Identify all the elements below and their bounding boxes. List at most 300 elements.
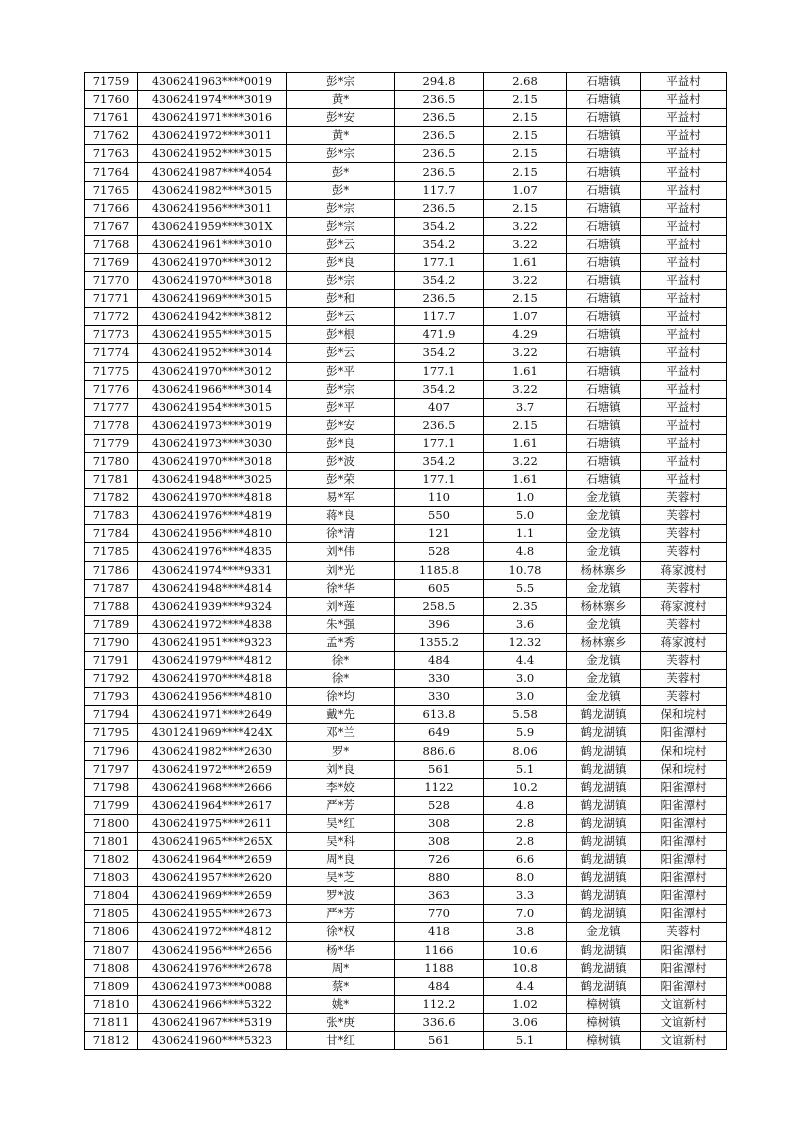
table-row — [85, 253, 727, 271]
table-row — [85, 91, 727, 109]
serial-number-cell: 71804 — [85, 887, 138, 905]
name-cell: 吴*芝 — [287, 869, 395, 887]
area-cell: 2.68 — [484, 73, 567, 91]
area-cell: 10.2 — [484, 778, 567, 796]
name-cell: 彭*云 — [287, 308, 395, 326]
area-cell: 2.35 — [484, 597, 567, 615]
name-cell: 彭*宗 — [287, 380, 395, 398]
village-cell: 芙蓉村 — [641, 688, 727, 706]
town-cell: 石塘镇 — [567, 326, 641, 344]
id-number-cell: 4306241979****4812 — [138, 652, 287, 670]
id-number-cell: 4306241972****4838 — [138, 615, 287, 633]
table-row — [85, 217, 727, 235]
name-cell: 蒋*良 — [287, 507, 395, 525]
amount-cell: 354.2 — [395, 217, 484, 235]
serial-number-cell: 71784 — [85, 525, 138, 543]
name-cell: 徐* — [287, 652, 395, 670]
amount-cell: 880 — [395, 869, 484, 887]
id-number-cell: 4306241948****4814 — [138, 579, 287, 597]
amount-cell: 770 — [395, 905, 484, 923]
amount-cell: 117.7 — [395, 308, 484, 326]
amount-cell: 550 — [395, 507, 484, 525]
table-row — [85, 724, 727, 742]
serial-number-cell: 71791 — [85, 652, 138, 670]
table-row — [85, 525, 727, 543]
serial-number-cell: 71801 — [85, 832, 138, 850]
town-cell: 鹤龙湖镇 — [567, 887, 641, 905]
town-cell: 石塘镇 — [567, 471, 641, 489]
town-cell: 鹤龙湖镇 — [567, 742, 641, 760]
table-row — [85, 308, 727, 326]
table-row — [85, 109, 727, 127]
town-cell: 金龙镇 — [567, 923, 641, 941]
table-row — [85, 814, 727, 832]
table-row — [85, 1013, 727, 1031]
id-number-cell: 4306241969****3015 — [138, 290, 287, 308]
name-cell: 彭*宗 — [287, 145, 395, 163]
village-cell: 芙蓉村 — [641, 615, 727, 633]
village-cell: 平益村 — [641, 452, 727, 470]
serial-number-cell: 71788 — [85, 597, 138, 615]
town-cell: 石塘镇 — [567, 398, 641, 416]
town-cell: 鹤龙湖镇 — [567, 724, 641, 742]
serial-number-cell: 71787 — [85, 579, 138, 597]
name-cell: 彭*和 — [287, 290, 395, 308]
amount-cell: 1188 — [395, 959, 484, 977]
table-row — [85, 905, 727, 923]
serial-number-cell: 71771 — [85, 290, 138, 308]
town-cell: 樟树镇 — [567, 1031, 641, 1049]
serial-number-cell: 71779 — [85, 434, 138, 452]
amount-cell: 236.5 — [395, 163, 484, 181]
amount-cell: 354.2 — [395, 344, 484, 362]
area-cell: 3.22 — [484, 235, 567, 253]
id-number-cell: 4306241956****4810 — [138, 525, 287, 543]
name-cell: 彭*根 — [287, 326, 395, 344]
name-cell: 戴*先 — [287, 706, 395, 724]
village-cell: 阳雀潭村 — [641, 977, 727, 995]
name-cell: 严*芳 — [287, 905, 395, 923]
table-row — [85, 290, 727, 308]
id-number-cell: 4306241971****3016 — [138, 109, 287, 127]
serial-number-cell: 71780 — [85, 452, 138, 470]
name-cell: 易*军 — [287, 489, 395, 507]
village-cell: 平益村 — [641, 434, 727, 452]
area-cell: 2.15 — [484, 416, 567, 434]
table-row — [85, 579, 727, 597]
village-cell: 芙蓉村 — [641, 670, 727, 688]
area-cell: 8.0 — [484, 869, 567, 887]
village-cell: 阳雀潭村 — [641, 778, 727, 796]
serial-number-cell: 71789 — [85, 615, 138, 633]
village-cell: 平益村 — [641, 181, 727, 199]
village-cell: 阳雀潭村 — [641, 724, 727, 742]
amount-cell: 236.5 — [395, 91, 484, 109]
table-row — [85, 615, 727, 633]
table-row — [85, 851, 727, 869]
serial-number-cell: 71783 — [85, 507, 138, 525]
village-cell: 文谊新村 — [641, 1013, 727, 1031]
name-cell: 彭* — [287, 181, 395, 199]
id-number-cell: 4306241961****3010 — [138, 235, 287, 253]
table-row — [85, 778, 727, 796]
amount-cell: 363 — [395, 887, 484, 905]
name-cell: 李*姣 — [287, 778, 395, 796]
serial-number-cell: 71794 — [85, 706, 138, 724]
id-number-cell: 4306241975****2611 — [138, 814, 287, 832]
town-cell: 石塘镇 — [567, 235, 641, 253]
village-cell: 平益村 — [641, 163, 727, 181]
table-row — [85, 489, 727, 507]
serial-number-cell: 71806 — [85, 923, 138, 941]
village-cell: 平益村 — [641, 217, 727, 235]
village-cell: 平益村 — [641, 326, 727, 344]
name-cell: 罗* — [287, 742, 395, 760]
area-cell: 5.1 — [484, 760, 567, 778]
id-number-cell: 4306241966****3014 — [138, 380, 287, 398]
amount-cell: 605 — [395, 579, 484, 597]
amount-cell: 561 — [395, 760, 484, 778]
id-number-cell: 4306241970****3018 — [138, 452, 287, 470]
table-row — [85, 670, 727, 688]
table-row — [85, 652, 727, 670]
id-number-cell: 4306241974****9331 — [138, 561, 287, 579]
village-cell: 平益村 — [641, 272, 727, 290]
id-number-cell: 4306241951****9323 — [138, 633, 287, 651]
id-number-cell: 4306241967****5319 — [138, 1013, 287, 1031]
area-cell: 4.29 — [484, 326, 567, 344]
name-cell: 彭*云 — [287, 235, 395, 253]
area-cell: 1.61 — [484, 434, 567, 452]
id-number-cell: 4306241960****5323 — [138, 1031, 287, 1049]
serial-number-cell: 71781 — [85, 471, 138, 489]
amount-cell: 294.8 — [395, 73, 484, 91]
village-cell: 平益村 — [641, 471, 727, 489]
area-cell: 4.8 — [484, 796, 567, 814]
amount-cell: 726 — [395, 851, 484, 869]
village-cell: 平益村 — [641, 145, 727, 163]
name-cell: 刘*莲 — [287, 597, 395, 615]
town-cell: 鹤龙湖镇 — [567, 959, 641, 977]
id-number-cell: 4306241974****3019 — [138, 91, 287, 109]
village-cell: 蒋家渡村 — [641, 633, 727, 651]
id-number-cell: 4306241957****2620 — [138, 869, 287, 887]
serial-number-cell: 71810 — [85, 995, 138, 1013]
town-cell: 杨林寨乡 — [567, 633, 641, 651]
serial-number-cell: 71809 — [85, 977, 138, 995]
name-cell: 彭* — [287, 163, 395, 181]
town-cell: 石塘镇 — [567, 362, 641, 380]
name-cell: 严*芳 — [287, 796, 395, 814]
serial-number-cell: 71773 — [85, 326, 138, 344]
area-cell: 3.7 — [484, 398, 567, 416]
name-cell: 吴*红 — [287, 814, 395, 832]
table-row — [85, 163, 727, 181]
serial-number-cell: 71799 — [85, 796, 138, 814]
town-cell: 鹤龙湖镇 — [567, 706, 641, 724]
village-cell: 平益村 — [641, 235, 727, 253]
serial-number-cell: 71775 — [85, 362, 138, 380]
town-cell: 鹤龙湖镇 — [567, 869, 641, 887]
name-cell: 姚* — [287, 995, 395, 1013]
area-cell: 2.15 — [484, 145, 567, 163]
area-cell: 4.4 — [484, 977, 567, 995]
area-cell: 2.8 — [484, 814, 567, 832]
serial-number-cell: 71769 — [85, 253, 138, 271]
id-number-cell: 4306241971****2649 — [138, 706, 287, 724]
amount-cell: 117.7 — [395, 181, 484, 199]
town-cell: 樟树镇 — [567, 1013, 641, 1031]
town-cell: 金龙镇 — [567, 489, 641, 507]
town-cell: 石塘镇 — [567, 344, 641, 362]
amount-cell: 258.5 — [395, 597, 484, 615]
id-number-cell: 4306241972****2659 — [138, 760, 287, 778]
id-number-cell: 4306241969****2659 — [138, 887, 287, 905]
area-cell: 3.8 — [484, 923, 567, 941]
serial-number-cell: 71792 — [85, 670, 138, 688]
table-row — [85, 977, 727, 995]
area-cell: 2.15 — [484, 199, 567, 217]
town-cell: 鹤龙湖镇 — [567, 832, 641, 850]
id-number-cell: 4306241955****3015 — [138, 326, 287, 344]
id-number-cell: 4306241963****0019 — [138, 73, 287, 91]
amount-cell: 484 — [395, 977, 484, 995]
id-number-cell: 4306241970****3018 — [138, 272, 287, 290]
town-cell: 樟树镇 — [567, 995, 641, 1013]
name-cell: 徐*华 — [287, 579, 395, 597]
area-cell: 1.1 — [484, 525, 567, 543]
town-cell: 石塘镇 — [567, 91, 641, 109]
serial-number-cell: 71805 — [85, 905, 138, 923]
amount-cell: 236.5 — [395, 199, 484, 217]
village-cell: 阳雀潭村 — [641, 832, 727, 850]
table-row — [85, 73, 727, 91]
area-cell: 4.8 — [484, 543, 567, 561]
town-cell: 石塘镇 — [567, 145, 641, 163]
town-cell: 石塘镇 — [567, 308, 641, 326]
serial-number-cell: 71778 — [85, 416, 138, 434]
id-number-cell: 4306241959****301X — [138, 217, 287, 235]
village-cell: 阳雀潭村 — [641, 869, 727, 887]
village-cell: 平益村 — [641, 91, 727, 109]
area-cell: 3.22 — [484, 344, 567, 362]
village-cell: 平益村 — [641, 362, 727, 380]
table-row — [85, 869, 727, 887]
town-cell: 石塘镇 — [567, 380, 641, 398]
serial-number-cell: 71803 — [85, 869, 138, 887]
name-cell: 彭*安 — [287, 416, 395, 434]
id-number-cell: 4306241982****3015 — [138, 181, 287, 199]
name-cell: 邓*兰 — [287, 724, 395, 742]
name-cell: 彭*良 — [287, 434, 395, 452]
id-number-cell: 4306241952****3015 — [138, 145, 287, 163]
table-row — [85, 145, 727, 163]
area-cell: 12.32 — [484, 633, 567, 651]
amount-cell: 396 — [395, 615, 484, 633]
serial-number-cell: 71802 — [85, 851, 138, 869]
village-cell: 阳雀潭村 — [641, 796, 727, 814]
village-cell: 平益村 — [641, 290, 727, 308]
town-cell: 石塘镇 — [567, 290, 641, 308]
serial-number-cell: 71762 — [85, 127, 138, 145]
town-cell: 石塘镇 — [567, 253, 641, 271]
id-number-cell: 4306241954****3015 — [138, 398, 287, 416]
town-cell: 金龙镇 — [567, 543, 641, 561]
serial-number-cell: 71774 — [85, 344, 138, 362]
table-row — [85, 706, 727, 724]
amount-cell: 177.1 — [395, 253, 484, 271]
town-cell: 金龙镇 — [567, 670, 641, 688]
table-row — [85, 832, 727, 850]
village-cell: 文谊新村 — [641, 1031, 727, 1049]
town-cell: 鹤龙湖镇 — [567, 941, 641, 959]
id-number-cell: 4306241939****9324 — [138, 597, 287, 615]
village-cell: 阳雀潭村 — [641, 941, 727, 959]
village-cell: 文谊新村 — [641, 995, 727, 1013]
id-number-cell: 4306241956****4810 — [138, 688, 287, 706]
id-number-cell: 4306241976****4819 — [138, 507, 287, 525]
id-number-cell: 4306241964****2659 — [138, 851, 287, 869]
id-number-cell: 4306241956****3011 — [138, 199, 287, 217]
area-cell: 3.0 — [484, 688, 567, 706]
town-cell: 石塘镇 — [567, 452, 641, 470]
serial-number-cell: 71760 — [85, 91, 138, 109]
village-cell: 芙蓉村 — [641, 652, 727, 670]
area-cell: 1.61 — [484, 362, 567, 380]
village-cell: 阳雀潭村 — [641, 851, 727, 869]
area-cell: 1.61 — [484, 253, 567, 271]
name-cell: 彭*荣 — [287, 471, 395, 489]
serial-number-cell: 71785 — [85, 543, 138, 561]
table-row — [85, 688, 727, 706]
area-cell: 2.15 — [484, 290, 567, 308]
name-cell: 刘*良 — [287, 760, 395, 778]
name-cell: 彭*宗 — [287, 199, 395, 217]
id-number-cell: 4306241972****3011 — [138, 127, 287, 145]
area-cell: 5.9 — [484, 724, 567, 742]
serial-number-cell: 71808 — [85, 959, 138, 977]
id-number-cell: 4306241942****3812 — [138, 308, 287, 326]
table-row — [85, 941, 727, 959]
name-cell: 张*庚 — [287, 1013, 395, 1031]
amount-cell: 354.2 — [395, 235, 484, 253]
table-row — [85, 742, 727, 760]
name-cell: 刘*光 — [287, 561, 395, 579]
amount-cell: 177.1 — [395, 434, 484, 452]
table-row — [85, 235, 727, 253]
area-cell: 5.5 — [484, 579, 567, 597]
area-cell: 10.6 — [484, 941, 567, 959]
village-cell: 阳雀潭村 — [641, 905, 727, 923]
name-cell: 孟*秀 — [287, 633, 395, 651]
name-cell: 黄* — [287, 127, 395, 145]
serial-number-cell: 71764 — [85, 163, 138, 181]
id-number-cell: 4306241956****2656 — [138, 941, 287, 959]
amount-cell: 330 — [395, 688, 484, 706]
serial-number-cell: 71782 — [85, 489, 138, 507]
village-cell: 平益村 — [641, 344, 727, 362]
serial-number-cell: 71790 — [85, 633, 138, 651]
area-cell: 5.1 — [484, 1031, 567, 1049]
area-cell: 2.15 — [484, 91, 567, 109]
area-cell: 1.07 — [484, 181, 567, 199]
id-number-cell: 4306241964****2617 — [138, 796, 287, 814]
area-cell: 3.3 — [484, 887, 567, 905]
id-number-cell: 4306241965****265X — [138, 832, 287, 850]
data-table — [84, 72, 727, 1050]
id-number-cell: 4306241948****3025 — [138, 471, 287, 489]
name-cell: 彭*平 — [287, 362, 395, 380]
amount-cell: 110 — [395, 489, 484, 507]
town-cell: 金龙镇 — [567, 652, 641, 670]
area-cell: 3.22 — [484, 272, 567, 290]
village-cell: 芙蓉村 — [641, 923, 727, 941]
name-cell: 黄* — [287, 91, 395, 109]
town-cell: 石塘镇 — [567, 199, 641, 217]
amount-cell: 528 — [395, 543, 484, 561]
village-cell: 平益村 — [641, 109, 727, 127]
area-cell: 2.15 — [484, 127, 567, 145]
area-cell: 2.8 — [484, 832, 567, 850]
town-cell: 石塘镇 — [567, 181, 641, 199]
table-row — [85, 507, 727, 525]
area-cell: 3.0 — [484, 670, 567, 688]
table-row — [85, 543, 727, 561]
area-cell: 7.0 — [484, 905, 567, 923]
id-number-cell: 4306241973****3030 — [138, 434, 287, 452]
amount-cell: 236.5 — [395, 109, 484, 127]
serial-number-cell: 71811 — [85, 1013, 138, 1031]
town-cell: 鹤龙湖镇 — [567, 851, 641, 869]
table-row — [85, 471, 727, 489]
village-cell: 保和垸村 — [641, 706, 727, 724]
village-cell: 平益村 — [641, 199, 727, 217]
table-row — [85, 995, 727, 1013]
amount-cell: 121 — [395, 525, 484, 543]
serial-number-cell: 71772 — [85, 308, 138, 326]
area-cell: 10.78 — [484, 561, 567, 579]
name-cell: 徐*清 — [287, 525, 395, 543]
village-cell: 芙蓉村 — [641, 489, 727, 507]
id-number-cell: 4301241969****424X — [138, 724, 287, 742]
amount-cell: 1355.2 — [395, 633, 484, 651]
amount-cell: 308 — [395, 814, 484, 832]
amount-cell: 177.1 — [395, 471, 484, 489]
village-cell: 蒋家渡村 — [641, 561, 727, 579]
name-cell: 彭*宗 — [287, 73, 395, 91]
amount-cell: 236.5 — [395, 127, 484, 145]
area-cell: 2.15 — [484, 163, 567, 181]
name-cell: 彭*良 — [287, 253, 395, 271]
table-row — [85, 633, 727, 651]
serial-number-cell: 71759 — [85, 73, 138, 91]
area-cell: 5.58 — [484, 706, 567, 724]
town-cell: 石塘镇 — [567, 127, 641, 145]
table-row — [85, 923, 727, 941]
name-cell: 周*良 — [287, 851, 395, 869]
area-cell: 1.02 — [484, 995, 567, 1013]
serial-number-cell: 71800 — [85, 814, 138, 832]
id-number-cell: 4306241976****4835 — [138, 543, 287, 561]
table-row — [85, 452, 727, 470]
table-row — [85, 416, 727, 434]
village-cell: 平益村 — [641, 398, 727, 416]
table-row — [85, 1031, 727, 1049]
table-row — [85, 398, 727, 416]
amount-cell: 1122 — [395, 778, 484, 796]
village-cell: 保和垸村 — [641, 742, 727, 760]
town-cell: 鹤龙湖镇 — [567, 814, 641, 832]
